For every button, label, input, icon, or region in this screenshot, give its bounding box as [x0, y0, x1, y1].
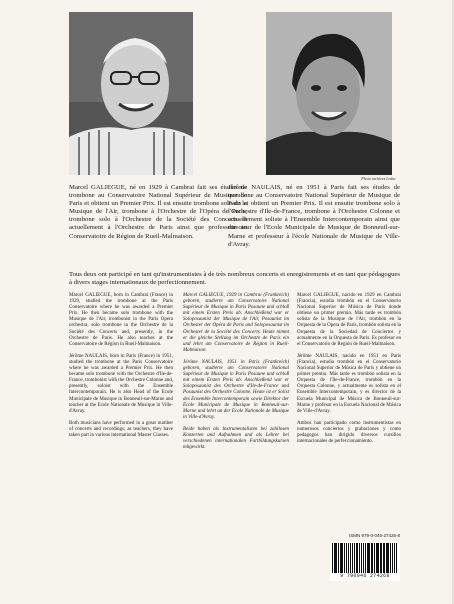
- barcode-bar: [344, 543, 345, 573]
- barcode-bar: [377, 543, 378, 573]
- barcode-bar: [368, 543, 369, 573]
- barcode-bar: [352, 543, 353, 573]
- bio-naulais-french: Jérôme NAULAIS, né en 1951 à Paris fait ses études de trombone au Conservatoire National Supérieur de Musique de Paris et obtient un Premier Prix. Il est ensuite trombone solo à l'Orchestre d'Ile-de-France, trombone à l'Orchestre Colonne et actuellement soliste à l'Ensemble Intercontemporain ainsi que directeur de l'Ecole Municipale de Musique de Bonneuil-sur-Marne et professeur à l'école Nationale de Musique de Ville-d'Avray.: [228, 184, 400, 248]
- barcode-bar: [334, 543, 335, 573]
- barcode-bar: [386, 543, 387, 573]
- joint-bio-spanish: Ambos han participado como instrumentistas en numerosos conciertos y grabaciones y como pedagogos han dirigido diversos cursillos internacionales de perfeccionamiento.: [297, 420, 401, 445]
- barcode-bar: [354, 543, 355, 573]
- english-column: [69, 293, 173, 445]
- photo-credit: Photo archives Leduc: [361, 176, 396, 181]
- german-column: [183, 293, 289, 457]
- barcode-bar: [363, 543, 364, 573]
- bio-galiegue-german: Marcel GALIEGUE, 1929 in Cambrai (Frankreich) geboren, studierte am Conservatoire National Supérieur de Musique in Paris Posaune und schloß mit einem Ersten Preis ab. Anschließend war er Soloposaunist der Musique de l'Air, Posaunist im Orchester der Opéra de Paris und Soloposaunist im Orchester de la Société des Concerts. Heute nimmt er die gleiche Stellung im Orchestre de Paris ein und lehrt am Conservatoire de Région in Rueil-Malmaison.: [183, 293, 289, 353]
- barcode-bar: [348, 543, 349, 573]
- bio-galiegue-spanish: Marcel GALIEGUE, nacido en 1929 en Cambrai (Francia), estudia trombón en el Conservatorio Nacional Superior de Música de París donde obtiene un primer premio. Más tarde es trombón solista de la Musique de l'Air, trombón en la Orquesta de la Opera de París, trombón solista en la Orquesta de la Sociedad de Conciertos y actualmente en la Orquesta de París. Es profesor en el Conservatorio de Región de Rueil-Malmaison.: [297, 293, 401, 347]
- joint-bio-english: Both musicians have performed in a great number of concerts and recordings; as teachers, they have taken part in various international Master Classes.: [69, 420, 173, 438]
- barcode-bar: [361, 543, 362, 573]
- barcode-bar: [396, 543, 397, 573]
- joint-bio-french: Tous deux ont participé en tant qu'instrumentistes à de très nombreux concerts et enregistrements et en tant que pédagogues à divers stages internationaux de perfectionnement.: [69, 271, 400, 287]
- barcode-bar: [380, 543, 381, 573]
- barcode-bar: [332, 543, 333, 573]
- barcode-bar: [394, 543, 395, 573]
- joint-bio-german: Beide haben als Instrumentalisten bei zahllosen Konzerten und Aufnahmen und als Lehrer bei verschiedenen internationalen Fortbildungskursen mitgewirkt.: [183, 426, 289, 451]
- bio-naulais-english: Jérôme NAULAIS, born in Paris (France) in 1951, studied the trombone at the Paris Conservatoire where he was awarded a Premier Prix. He then became solo trombone with the Orchestre d'Ile-de-France, trombonist with the Orchestre Colonne and, presently, soloist with the Ensemble Intercontemporain. He is also Head of the Ecole Municipale de Musique in Bonneuil-sur-Marne and teacher at the Ecole Nationale de Musique in Ville-d'Avray.: [69, 353, 173, 414]
- bio-naulais-spanish: Jérôme NAULAIS, nacido en 1951 en París (Francia), estudia trombón en el Conservatorio Nacional Superior de Música de París y obtiene un primer premio. Más tarde es trombón solista en la Orquesta de l'Ile-de-France, trombón en la Orquesta Colonne, y actualmente es solista en el Ensemble Intercontemporain, y es director de la Escuela Municipal de Música de Bonneuil-sur-Marne y profesor en la Escuela Nacional de Música de Ville-d'Avray.: [297, 353, 401, 414]
- barcode-bar: [381, 543, 382, 573]
- barcode-bar: [350, 543, 351, 573]
- barcode-bar: [340, 543, 341, 573]
- barcode-bar: [367, 543, 368, 573]
- barcode-bar: [365, 543, 366, 573]
- barcode-bar: [335, 543, 336, 573]
- barcode-bar: [356, 543, 358, 573]
- barcode-bar: [387, 543, 389, 573]
- photo-naulais: [266, 12, 392, 175]
- barcode-bar: [359, 543, 360, 573]
- spanish-column: [297, 293, 401, 451]
- ismn-number: ISMN 979-0-046-27426-8: [348, 533, 400, 538]
- barcode-bar: [338, 543, 339, 573]
- barcode-block: [330, 533, 400, 581]
- barcode-bar: [392, 543, 393, 573]
- bio-galiegue-french: Marcel GALIEGUE, né en 1929 à Cambrai fait ses études de trombone au Conservatoire National Supérieur de Musique de Paris et obtient un Premier Prix. Il est ensuite trombone solo de la Musique de l'Air, trombone à l'Orchestre de l'Opéra de Paris, trombone solo à l'Orchestre de la Société des Concerts et actuellement à l'Orchestre de Paris ainsi que professeur au Conservatoire de Région de Rueil-Malmaison.: [69, 184, 247, 240]
- portrait-naulais-image: [266, 12, 392, 175]
- barcode-bar: [341, 543, 343, 573]
- barcode-bar: [376, 543, 377, 573]
- portrait-galiegue-image: [69, 12, 193, 175]
- barcode-number: 9 790046 274268: [340, 573, 390, 579]
- barcode-bar: [390, 543, 391, 573]
- bio-galiegue-english: Marcel GALIEGUE, born in Cambrai (France) in 1929, studied the trombone at the Paris Conservatoire where he was awarded a Premier Prix. He then became solo trombone with the Musique de l'Air, trombonist in the Paris Opera orchestra, solo trombone in the Orchestre de la Société des Concerts and, presently, in the Orchestre de Paris. He also teaches at the Conservatoire de Région in Rueil-Malmaison.: [69, 293, 173, 347]
- bio-naulais-german: Jérôme NAULAIS, 1951 in Paris (Frankreich) geboren, studierte am Conservatoire National Supérieur de Musique in Paris Posaune und schloß mit einem Ersten Preis ab. Anschließend war er Soloposaunist des Orchestre d'Ile-de-France und Posaunist des Orchestre Colonne. Heute ist er Solist des Ensemble Intercontemporain sowie Direktor der Ecole Municipale de Musique in Bonneuil-sur-Marne und lehrt an der Ecole Nationale de Musique in Ville-d'Avray.: [183, 359, 289, 420]
- photo-galiegue: [69, 12, 193, 175]
- barcode-bar: [383, 543, 384, 573]
- barcode-bars: [332, 543, 398, 573]
- barcode-bar: [374, 543, 375, 573]
- barcode-bar: [371, 543, 373, 573]
- barcode-bar: [346, 543, 347, 573]
- barcode: [330, 541, 400, 581]
